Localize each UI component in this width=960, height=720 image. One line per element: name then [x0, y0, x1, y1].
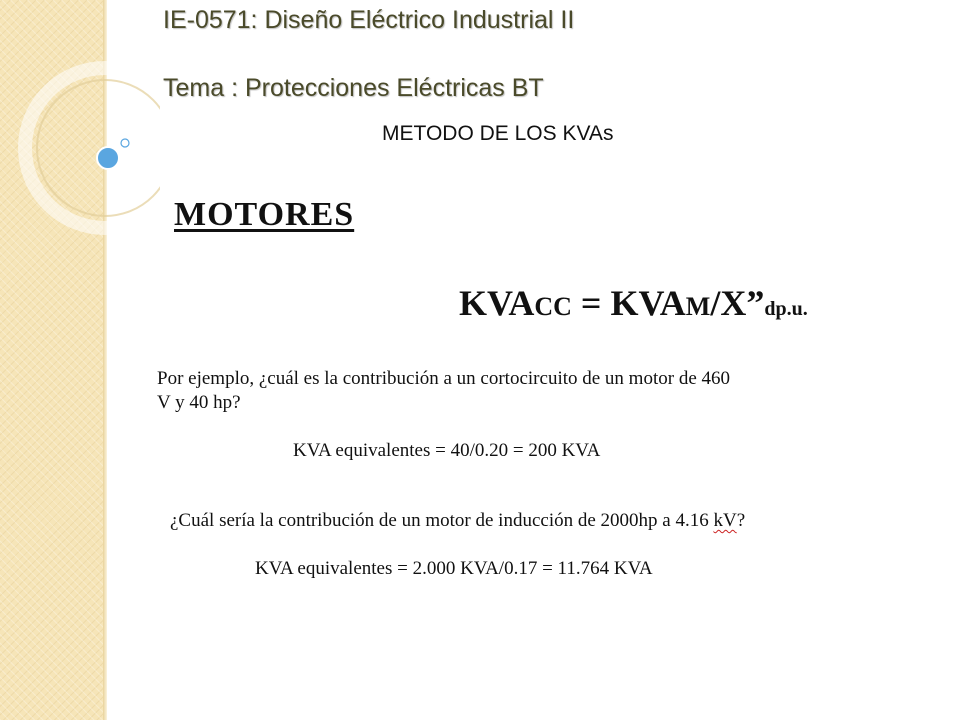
section-heading: MOTORES [174, 196, 355, 233]
slide-topic: Tema : Protecciones Eléctricas BT [163, 74, 544, 102]
second-result: KVA equivalentes = 2.000 KVA/0.17 = 11.764 KVA [255, 558, 653, 579]
inner-ring [37, 80, 160, 216]
decorative-rings [0, 0, 160, 260]
formula-dpu: dp.u. [764, 298, 808, 320]
accent-circle-small [121, 139, 129, 147]
formula-x: /X” [710, 283, 765, 323]
formula-kva-cc: KVA [459, 283, 535, 323]
slide-subtitle: METODO DE LOS KVAs [382, 122, 614, 145]
outer-ring [25, 68, 160, 228]
example-result: KVA equivalentes = 40/0.20 = 200 KVA [293, 440, 601, 461]
second-question-text: ¿Cuál sería la contribución de un motor de inducción de 2000hp a 4.16 [170, 510, 714, 531]
example-question-line1: Por ejemplo, ¿cuál es la contribución a un cortocircuito de un motor de 460 [157, 368, 730, 389]
formula-kva-m: KVA [610, 283, 686, 323]
second-question [170, 510, 745, 532]
example-question-line2: V y 40 hp? [157, 392, 241, 413]
formula-m-sub: M [685, 292, 711, 321]
formula-cc-sub: CC [534, 292, 572, 321]
second-question-mark: ? [736, 510, 746, 531]
second-question-unit: kV [713, 510, 737, 531]
slide-title: IE-0571: Diseño Eléctrico Industrial II [163, 6, 575, 34]
accent-circle-large [97, 147, 119, 169]
kva-formula [459, 282, 808, 324]
formula-equals: = [571, 283, 611, 323]
